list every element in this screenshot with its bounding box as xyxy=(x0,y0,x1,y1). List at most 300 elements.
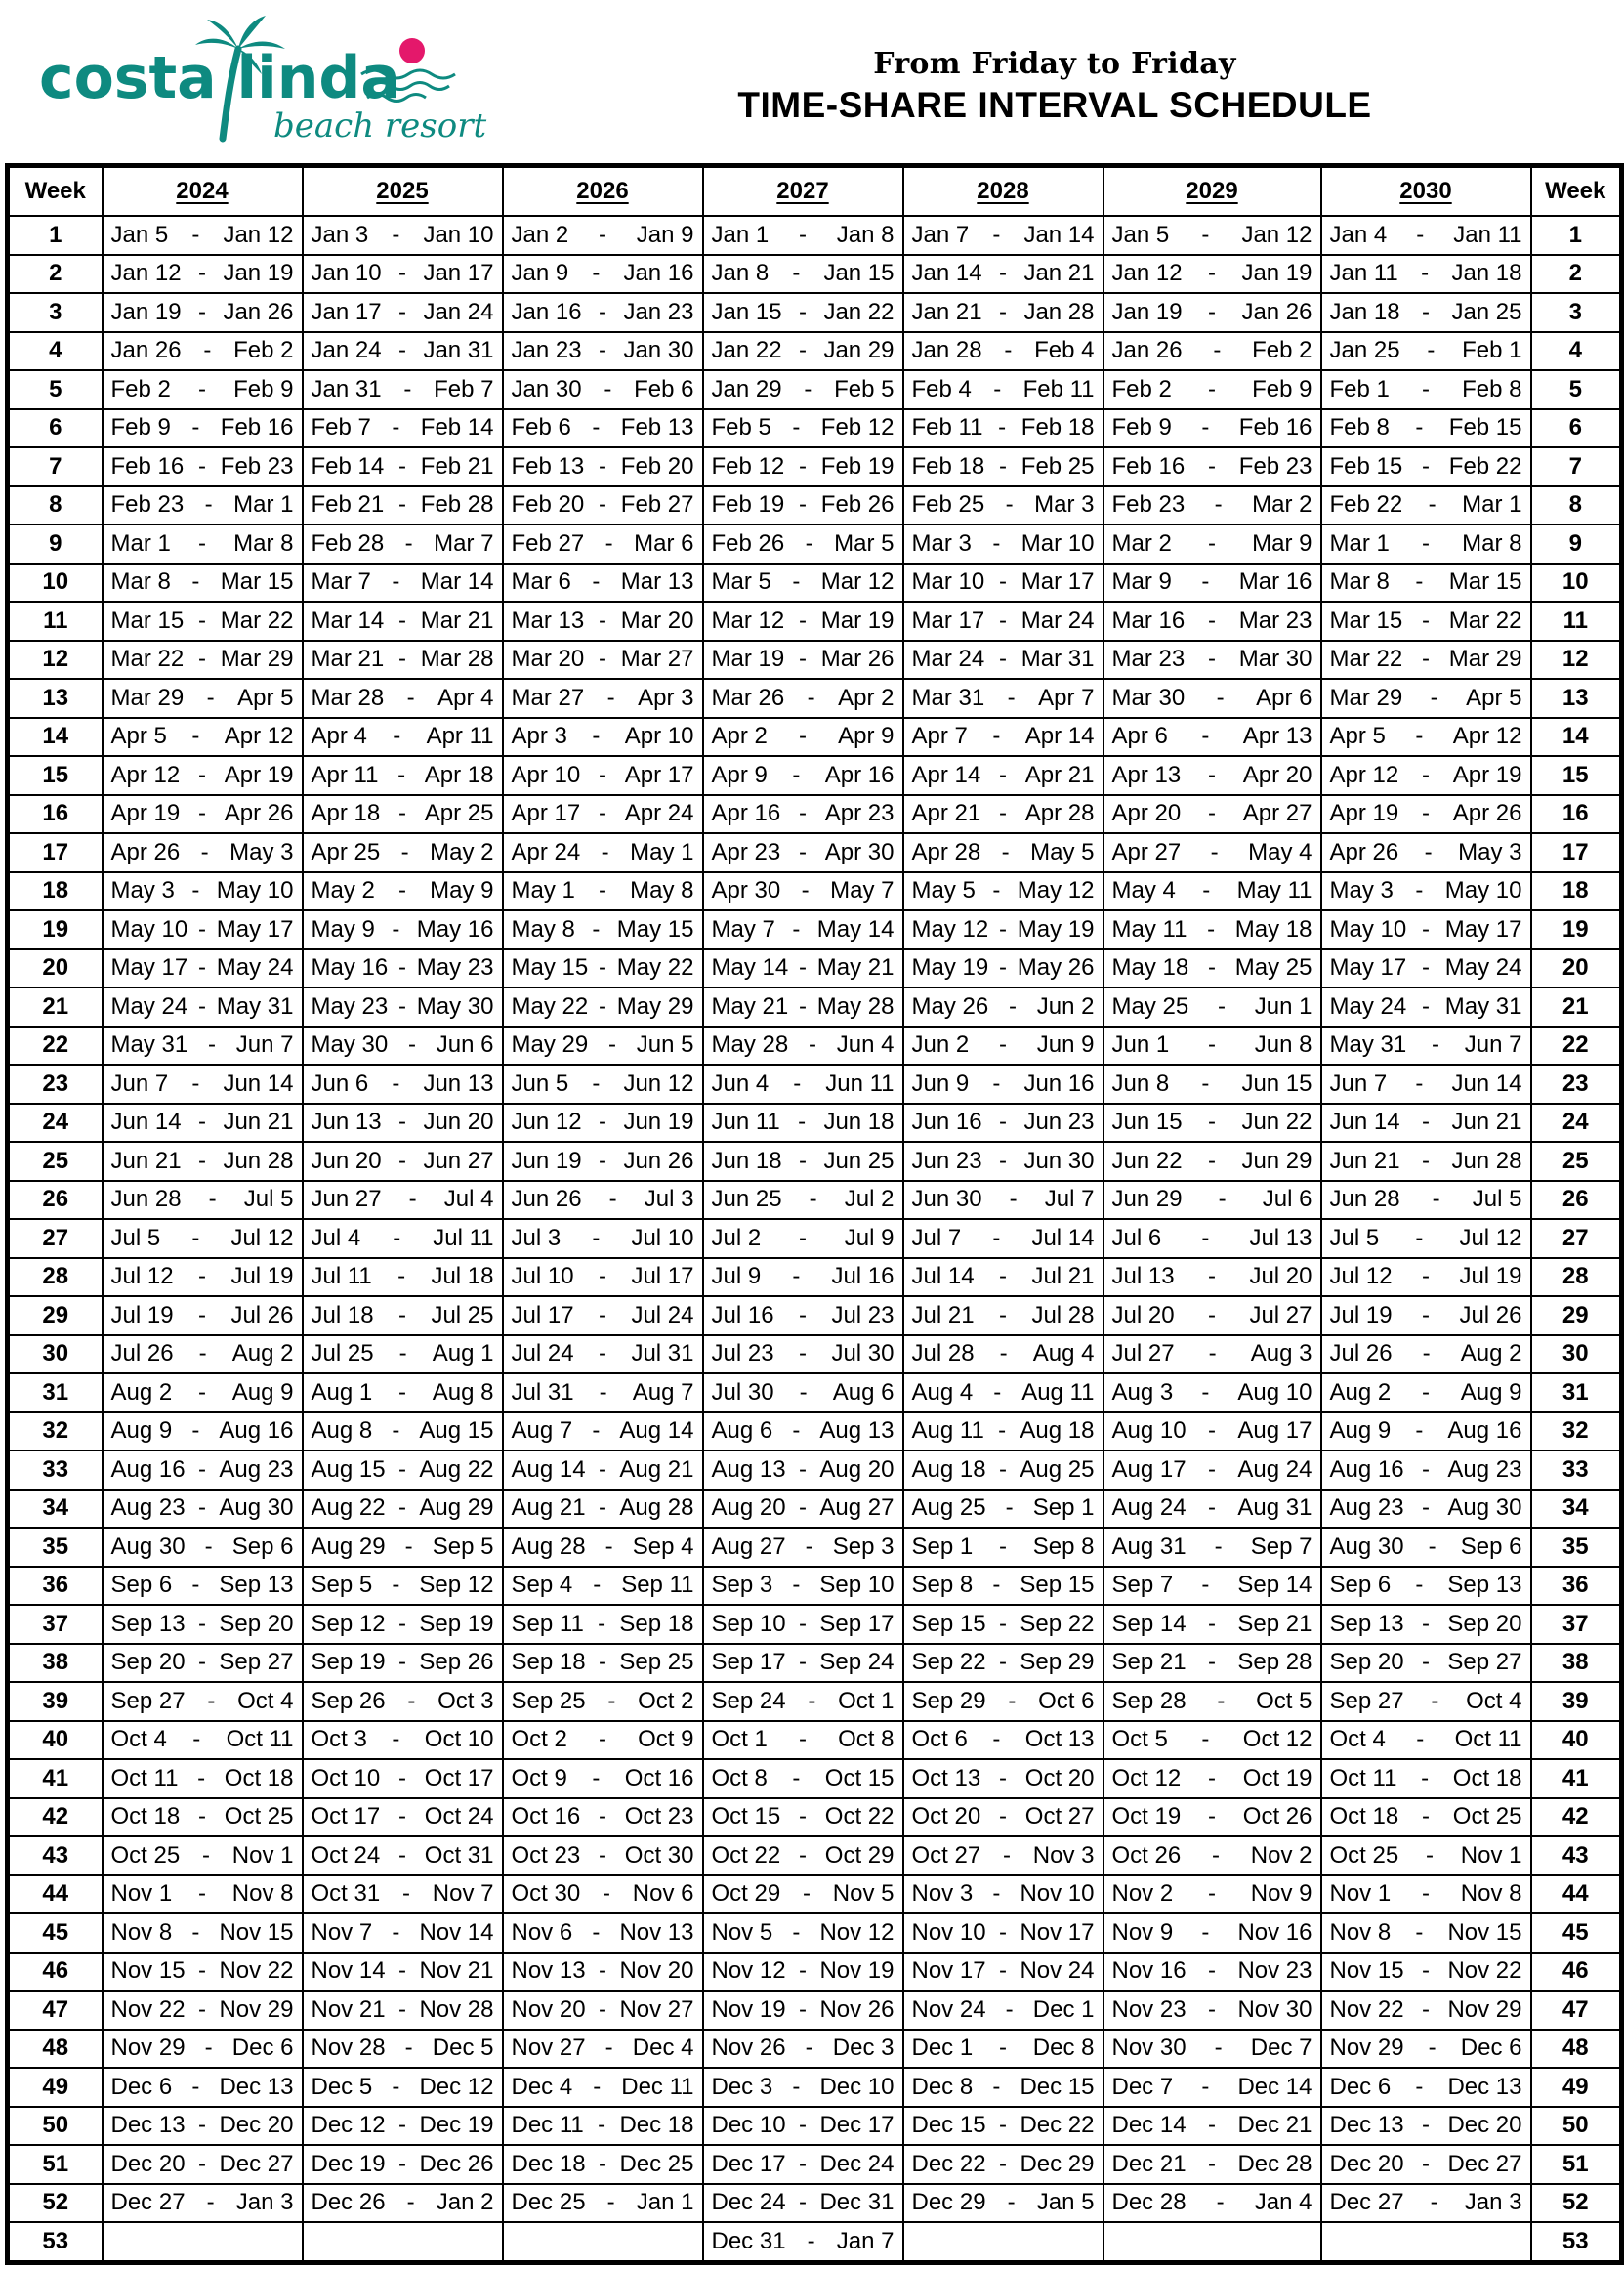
range-end: Mar 20 xyxy=(620,607,694,634)
range-start: Sep 17 xyxy=(711,1649,786,1676)
range-end: Nov 9 xyxy=(1250,1880,1312,1908)
date-range-cell xyxy=(703,2222,903,2262)
date-range xyxy=(1104,1340,1320,1367)
range-end: Apr 9 xyxy=(838,723,895,750)
range-separator: - xyxy=(398,491,406,519)
range-end: Feb 9 xyxy=(233,375,294,402)
date-range xyxy=(304,1494,502,1522)
range-separator: - xyxy=(402,1880,410,1908)
range-separator: - xyxy=(1218,1186,1227,1213)
date-range xyxy=(104,491,302,519)
range-start: Jun 6 xyxy=(311,1070,369,1097)
date-range xyxy=(304,2189,502,2216)
range-separator: - xyxy=(792,568,801,596)
date-range xyxy=(304,1379,502,1407)
range-separator: - xyxy=(393,1224,401,1251)
range-start: Mar 22 xyxy=(110,646,185,673)
date-range-cell xyxy=(703,1258,903,1297)
range-end: Aug 18 xyxy=(1020,1417,1095,1445)
date-range-cell xyxy=(103,1142,303,1181)
range-separator: - xyxy=(398,298,406,325)
week-number-left: 29 xyxy=(8,1296,103,1335)
date-range xyxy=(504,1263,702,1290)
range-separator: - xyxy=(808,1031,816,1059)
range-start: Jan 14 xyxy=(911,260,982,287)
range-separator: - xyxy=(999,954,1007,982)
range-start: Oct 30 xyxy=(511,1880,581,1908)
range-start: Jul 9 xyxy=(711,1263,762,1290)
range-separator: - xyxy=(198,1378,206,1406)
range-start: Jul 24 xyxy=(511,1340,574,1367)
range-start: Oct 22 xyxy=(711,1841,781,1869)
range-separator: - xyxy=(1422,452,1430,480)
range-separator: - xyxy=(798,1109,807,1136)
date-range xyxy=(104,260,302,287)
date-range xyxy=(104,1031,302,1059)
range-separator: - xyxy=(398,2112,406,2139)
range-start: Feb 14 xyxy=(311,452,385,480)
date-range xyxy=(1322,2112,1530,2139)
range-end: Sep 6 xyxy=(1460,1533,1522,1560)
date-range xyxy=(304,414,502,441)
range-start: Oct 1 xyxy=(711,1726,768,1753)
date-range xyxy=(904,1071,1103,1098)
range-separator: - xyxy=(198,298,206,325)
date-range xyxy=(504,723,702,750)
year-header-2026: 2026 xyxy=(503,166,703,217)
range-start: Dec 8 xyxy=(911,2073,974,2100)
date-range xyxy=(1322,299,1530,326)
week-number-right: 36 xyxy=(1531,1567,1622,1606)
range-separator: - xyxy=(999,1533,1007,1560)
range-start: Dec 29 xyxy=(911,2189,986,2216)
range-start: Oct 3 xyxy=(311,1726,367,1753)
date-range-cell xyxy=(1103,2222,1321,2262)
range-start: Sep 3 xyxy=(711,1572,773,1599)
date-range xyxy=(1322,453,1530,481)
date-range xyxy=(904,1957,1103,1985)
date-range xyxy=(304,685,502,712)
date-range-cell xyxy=(1321,872,1531,911)
range-start: Jan 19 xyxy=(1111,298,1183,325)
range-separator: - xyxy=(1422,800,1430,827)
range-separator: - xyxy=(398,1378,406,1406)
range-start: Oct 5 xyxy=(1111,1726,1168,1753)
range-start: Apr 9 xyxy=(711,761,768,788)
date-range xyxy=(904,877,1103,904)
range-start: Jul 20 xyxy=(1111,1301,1175,1328)
date-range-cell xyxy=(303,987,503,1027)
date-range xyxy=(704,222,902,249)
range-end: Feb 2 xyxy=(233,337,294,364)
range-end: Apr 2 xyxy=(838,684,895,711)
range-separator: - xyxy=(398,1803,406,1830)
date-range-cell xyxy=(103,1759,303,1798)
range-separator: - xyxy=(406,2189,415,2216)
range-separator: - xyxy=(792,414,801,441)
date-range xyxy=(104,1765,302,1792)
range-end: Jan 2 xyxy=(436,2189,494,2216)
range-separator: - xyxy=(799,221,807,248)
range-separator: - xyxy=(799,646,807,673)
date-range-cell xyxy=(703,2030,903,2069)
date-range-cell xyxy=(703,1913,903,1953)
date-range xyxy=(704,1494,902,1522)
range-separator: - xyxy=(198,375,206,402)
range-end: Aug 28 xyxy=(619,1494,694,1522)
date-range xyxy=(704,1765,902,1792)
range-separator: - xyxy=(592,1764,601,1791)
date-range xyxy=(304,1071,502,1098)
range-end: Mar 27 xyxy=(620,646,694,673)
range-end: Feb 18 xyxy=(1020,414,1095,441)
date-range-cell xyxy=(503,795,703,834)
date-range-cell xyxy=(1321,1953,1531,1992)
range-separator: - xyxy=(1201,1378,1210,1406)
date-range xyxy=(504,1803,702,1830)
date-range xyxy=(1322,1534,1530,1561)
range-separator: - xyxy=(1005,1494,1014,1522)
date-range xyxy=(704,1302,902,1329)
date-range-cell xyxy=(503,1258,703,1297)
range-start: Oct 27 xyxy=(911,1841,981,1869)
range-start: Aug 31 xyxy=(1111,1533,1187,1560)
date-range-cell xyxy=(1321,1258,1531,1297)
range-separator: - xyxy=(398,1610,406,1637)
range-separator: - xyxy=(398,1494,406,1522)
range-start: Jan 26 xyxy=(110,337,182,364)
range-end: Jun 11 xyxy=(825,1070,895,1097)
range-end: Jan 15 xyxy=(823,260,895,287)
range-start: Jul 5 xyxy=(1329,1224,1380,1251)
range-separator: - xyxy=(1415,568,1424,596)
range-start: Aug 21 xyxy=(511,1494,586,1522)
range-end: Apr 12 xyxy=(224,723,294,750)
range-end: Feb 15 xyxy=(1448,414,1522,441)
range-end: Mar 22 xyxy=(1448,607,1522,634)
date-range-cell xyxy=(1321,2184,1531,2223)
range-start: Feb 23 xyxy=(110,491,185,519)
week-number-left: 40 xyxy=(8,1721,103,1760)
date-range-cell xyxy=(103,1875,303,1914)
range-start: Apr 25 xyxy=(311,838,381,865)
week-number-right: 39 xyxy=(1531,1682,1622,1721)
date-range xyxy=(504,993,702,1021)
date-range-cell xyxy=(303,1142,503,1181)
range-end: Apr 17 xyxy=(624,761,694,788)
week-number-right: 25 xyxy=(1531,1142,1622,1181)
range-start: Jan 23 xyxy=(511,337,582,364)
week-number-right: 7 xyxy=(1531,447,1622,486)
range-start: Jul 12 xyxy=(1329,1263,1393,1290)
date-range-cell xyxy=(703,1991,903,2030)
range-start: Jul 13 xyxy=(1111,1263,1175,1290)
range-start: Aug 10 xyxy=(1111,1417,1187,1445)
range-separator: - xyxy=(1422,529,1430,557)
range-start: Oct 9 xyxy=(511,1764,567,1791)
range-separator: - xyxy=(1216,684,1225,711)
week-number-right: 34 xyxy=(1531,1490,1622,1529)
date-range-cell xyxy=(903,1644,1103,1683)
range-end: Feb 13 xyxy=(620,414,694,441)
range-end: Aug 4 xyxy=(1032,1340,1095,1367)
range-start: Jan 5 xyxy=(110,221,169,248)
date-range-cell xyxy=(903,2068,1103,2107)
range-start: Feb 2 xyxy=(1111,375,1172,402)
range-separator: - xyxy=(398,1455,406,1483)
date-range xyxy=(1104,568,1320,596)
date-range xyxy=(104,2112,302,2139)
date-range xyxy=(1104,1957,1320,1985)
range-end: Nov 14 xyxy=(419,1918,494,1946)
date-range xyxy=(504,608,702,635)
range-end: Dec 10 xyxy=(819,2073,895,2100)
range-separator: - xyxy=(793,1070,802,1097)
range-start: Dec 31 xyxy=(711,2227,786,2254)
range-end: Oct 24 xyxy=(424,1803,494,1830)
range-end: Feb 27 xyxy=(620,491,694,519)
date-range xyxy=(504,1534,702,1561)
range-separator: - xyxy=(799,1455,807,1483)
range-end: Aug 20 xyxy=(819,1455,895,1483)
date-range-cell xyxy=(1103,216,1321,255)
range-end: May 5 xyxy=(1030,838,1095,865)
range-start: Dec 1 xyxy=(911,2035,974,2062)
range-start: Aug 16 xyxy=(1329,1455,1404,1483)
range-end: Jun 7 xyxy=(1464,1031,1522,1059)
range-start: Mar 13 xyxy=(511,607,585,634)
date-range-cell xyxy=(503,255,703,294)
date-range xyxy=(104,800,302,827)
table-row xyxy=(8,1258,1622,1297)
range-end: Mar 23 xyxy=(1238,607,1312,634)
range-end: May 12 xyxy=(1017,877,1095,904)
range-separator: - xyxy=(191,568,200,596)
date-range-cell xyxy=(503,293,703,332)
week-number-left: 51 xyxy=(8,2145,103,2184)
date-range xyxy=(104,1803,302,1830)
range-separator: - xyxy=(1422,2112,1430,2139)
range-separator: - xyxy=(599,1301,606,1328)
date-range-cell xyxy=(1321,1644,1531,1683)
date-range xyxy=(1322,954,1530,982)
range-end: Mar 15 xyxy=(220,568,294,596)
table-row xyxy=(8,525,1622,564)
range-end: Jun 15 xyxy=(1241,1070,1312,1097)
date-range xyxy=(904,1919,1103,1947)
date-range xyxy=(1104,1534,1320,1561)
range-end: Sep 14 xyxy=(1237,1572,1312,1599)
range-start: Sep 6 xyxy=(110,1572,173,1599)
date-range xyxy=(104,222,302,249)
date-range xyxy=(904,993,1103,1021)
range-start: Oct 4 xyxy=(1329,1726,1386,1753)
date-range xyxy=(1322,568,1530,596)
range-start: Dec 27 xyxy=(110,2189,186,2216)
range-start: Sep 24 xyxy=(711,1687,786,1714)
date-range xyxy=(704,1379,902,1407)
date-range xyxy=(304,839,502,866)
date-range-cell xyxy=(1103,1605,1321,1644)
date-range xyxy=(904,299,1103,326)
range-start: Jan 7 xyxy=(911,221,970,248)
date-range-cell xyxy=(1321,795,1531,834)
range-separator: - xyxy=(1201,1070,1210,1097)
date-range xyxy=(304,1263,502,1290)
date-range xyxy=(1322,1957,1530,1985)
range-start: Sep 11 xyxy=(511,1610,584,1637)
date-range xyxy=(704,2228,902,2255)
date-range-cell xyxy=(303,602,503,641)
date-range-cell xyxy=(103,1528,303,1567)
range-start: Jul 4 xyxy=(311,1224,361,1251)
date-range-cell xyxy=(303,1528,503,1567)
range-end: Jul 11 xyxy=(433,1224,494,1251)
range-end: Jun 23 xyxy=(1023,1109,1095,1136)
range-start: Nov 24 xyxy=(911,1996,986,2023)
date-range-cell xyxy=(303,409,503,448)
range-end: Feb 21 xyxy=(420,452,494,480)
date-range-cell xyxy=(503,756,703,795)
date-range-cell xyxy=(903,679,1103,718)
date-range xyxy=(1104,376,1320,403)
date-range-cell xyxy=(903,1953,1103,1992)
range-separator: - xyxy=(599,221,606,248)
range-end: Jul 5 xyxy=(1472,1186,1522,1213)
range-separator: - xyxy=(404,529,413,557)
range-start: Nov 28 xyxy=(311,2035,386,2062)
range-end: Feb 11 xyxy=(1022,375,1095,402)
date-range xyxy=(904,1417,1103,1445)
range-end: Jan 25 xyxy=(1451,298,1522,325)
range-start: Apr 20 xyxy=(1111,800,1182,827)
range-start: Feb 23 xyxy=(1111,491,1186,519)
date-range-cell xyxy=(503,641,703,680)
date-range-cell xyxy=(703,1798,903,1837)
date-range xyxy=(104,839,302,866)
date-range xyxy=(1104,1688,1320,1715)
date-range-cell xyxy=(103,1913,303,1953)
range-end: Dec 4 xyxy=(632,2035,694,2062)
date-range xyxy=(1104,1572,1320,1599)
range-separator: - xyxy=(198,646,206,673)
week-number-left: 11 xyxy=(8,602,103,641)
week-number-left: 49 xyxy=(8,2068,103,2107)
range-end: Oct 22 xyxy=(824,1803,895,1830)
date-range xyxy=(504,337,702,364)
date-range xyxy=(1104,1919,1320,1947)
range-separator: - xyxy=(398,954,406,982)
week-number-right: 2 xyxy=(1531,255,1622,294)
range-end: Aug 3 xyxy=(1250,1340,1312,1367)
date-range-cell xyxy=(703,1953,903,1992)
table-row xyxy=(8,2068,1622,2107)
range-separator: - xyxy=(398,1147,406,1174)
date-range-cell xyxy=(703,833,903,872)
range-start: Sep 13 xyxy=(110,1610,186,1637)
date-range xyxy=(1322,1611,1530,1638)
range-end: May 23 xyxy=(416,954,494,982)
range-end: Mar 21 xyxy=(420,607,494,634)
range-separator: - xyxy=(1007,2189,1016,2216)
range-end: Aug 25 xyxy=(1020,1455,1095,1483)
range-separator: - xyxy=(1422,761,1430,788)
range-start: Jan 16 xyxy=(511,298,582,325)
range-end: Jun 18 xyxy=(823,1109,895,1136)
date-range-cell xyxy=(903,2145,1103,2184)
range-start: May 10 xyxy=(110,915,188,943)
date-range-cell xyxy=(503,833,703,872)
week-number-left: 19 xyxy=(8,910,103,949)
range-start: Dec 25 xyxy=(511,2189,586,2216)
date-range xyxy=(1104,685,1320,712)
date-range-cell xyxy=(103,2184,303,2223)
range-end: Jun 28 xyxy=(1451,1147,1522,1174)
date-range-cell xyxy=(903,1567,1103,1606)
range-separator: - xyxy=(1208,1957,1216,1985)
range-separator: - xyxy=(992,723,1001,750)
range-start: Dec 13 xyxy=(110,2112,186,2139)
date-range-cell xyxy=(1321,641,1531,680)
table-row xyxy=(8,1798,1622,1837)
date-range xyxy=(904,1456,1103,1484)
costa-linda-logo xyxy=(39,10,508,151)
range-end: Dec 26 xyxy=(419,2150,494,2177)
range-end: Oct 23 xyxy=(624,1803,694,1830)
date-range-cell xyxy=(703,486,903,525)
range-end: Aug 13 xyxy=(819,1417,895,1445)
date-range-cell xyxy=(303,1450,503,1490)
range-end: Jan 3 xyxy=(235,2189,294,2216)
range-end: Jun 1 xyxy=(1254,992,1312,1020)
range-start: Dec 3 xyxy=(711,2073,773,2100)
range-start: Jul 3 xyxy=(511,1224,562,1251)
date-range xyxy=(1104,646,1320,673)
week-number-right: 38 xyxy=(1531,1644,1622,1683)
range-end: Oct 18 xyxy=(1452,1764,1522,1791)
range-end: Jun 13 xyxy=(423,1070,494,1097)
range-separator: - xyxy=(1208,452,1216,480)
date-range xyxy=(1322,1842,1530,1870)
date-range-cell xyxy=(103,641,303,680)
date-range-cell xyxy=(903,1991,1103,2030)
date-range-cell xyxy=(903,795,1103,834)
date-range-cell xyxy=(1103,486,1321,525)
range-end: Dec 27 xyxy=(1447,2150,1522,2177)
range-end: Apr 4 xyxy=(437,684,494,711)
range-separator: - xyxy=(197,1764,206,1791)
table-row xyxy=(8,1567,1622,1606)
table-row xyxy=(8,2184,1622,2223)
range-start: May 25 xyxy=(1111,992,1189,1020)
date-range xyxy=(904,608,1103,635)
date-range xyxy=(304,646,502,673)
range-end: Nov 7 xyxy=(432,1880,494,1908)
table-row xyxy=(8,1219,1622,1258)
week-number-right: 17 xyxy=(1531,833,1622,872)
range-separator: - xyxy=(1208,1764,1216,1791)
week-number-left: 16 xyxy=(8,795,103,834)
range-start: Aug 14 xyxy=(511,1455,586,1483)
range-start: Dec 6 xyxy=(110,2073,173,2100)
range-start: Feb 6 xyxy=(511,414,571,441)
range-separator: - xyxy=(1008,1687,1017,1714)
range-separator: - xyxy=(598,2112,606,2139)
week-number-left: 30 xyxy=(8,1335,103,1374)
range-end: Apr 13 xyxy=(1242,723,1312,750)
range-start: Jan 15 xyxy=(711,298,782,325)
range-end: Sep 7 xyxy=(1250,1533,1312,1560)
